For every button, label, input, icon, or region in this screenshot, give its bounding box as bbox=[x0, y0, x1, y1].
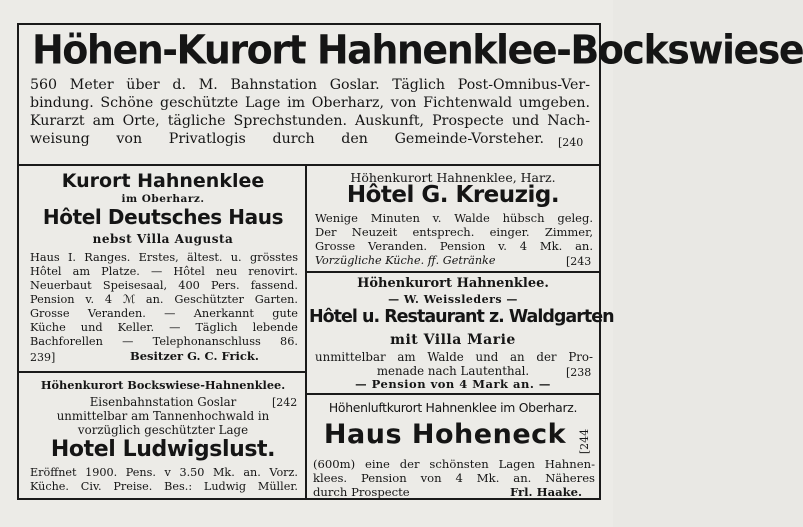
ludwigslust-station: Eisenbahnstation Goslar bbox=[89, 395, 237, 409]
left-divider-1 bbox=[19, 371, 305, 373]
top-ad-line-1: 560 Meter über d. M. Bahnstation Goslar. Täglich Post-Omnibus-Ver- bbox=[30, 77, 590, 93]
deutsches-haus-ref: 239] bbox=[30, 351, 56, 364]
ludwigslust-ref: [242 bbox=[272, 396, 298, 409]
deutsches-haus-body-7: Bachforellen — Telephonanschluss 86. bbox=[30, 335, 298, 348]
deutsches-haus-owner: Besitzer G. C. Frick. bbox=[130, 349, 259, 363]
deutsches-haus-body-4: Pension v. 4 ℳ an. Geschützter Garten. bbox=[30, 293, 298, 306]
ludwigslust-title: Hotel Ludwigslust. bbox=[50, 437, 276, 462]
hoheneck-owner: Frl. Haake. bbox=[510, 485, 583, 499]
deutsches-haus-region: im Oberharz. bbox=[121, 193, 205, 205]
hoheneck-title: Haus Hoheneck bbox=[323, 419, 567, 450]
deutsches-haus-body-1: Haus I. Ranges. Erstes, ältest. u. grösstes bbox=[30, 251, 298, 264]
deutsches-haus-body-2: Hôtel am Platze. — Hôtel neu renovirt. bbox=[30, 265, 298, 278]
hoheneck-body-2: klees. Pension von 4 Mk. an. Näheres bbox=[313, 471, 595, 485]
kreuzig-body-2: Der Neuzeit entsprech. einger. Zimmer, bbox=[315, 225, 593, 239]
kreuzig-body-1: Wenige Minuten v. Walde hübsch geleg. bbox=[315, 211, 593, 225]
kreuzig-place: Höhenkurort Hahnenklee, Harz. bbox=[350, 170, 556, 185]
top-ad-line-3: Kurarzt am Orte, tägliche Sprechstunden. Auskunft, Prospecte und Nach- bbox=[30, 113, 590, 129]
ludwigslust-place: Höhenkurort Bockswiese-Hahnenklee. bbox=[40, 378, 286, 392]
top-ad-line-4: weisung von Privatlogis durch den Gemeinde-Vorsteher. bbox=[30, 131, 544, 147]
deutsches-haus-place: Kurort Hahnenklee bbox=[61, 170, 265, 192]
hoheneck-body-3: durch Prospecte bbox=[313, 485, 410, 499]
ludwigslust-lage: vorzüglich geschützter Lage bbox=[77, 423, 249, 437]
hoheneck-body-1: (600m) eine der schönsten Lagen Hahnen- bbox=[313, 457, 595, 471]
kreuzig-ref: [243 bbox=[566, 255, 592, 268]
deutsches-haus-title: Hôtel Deutsches Haus bbox=[42, 205, 284, 229]
waldgarten-owner: — W. Weissleders — bbox=[388, 293, 518, 306]
column-divider bbox=[305, 166, 307, 498]
ludwigslust-location: unmittelbar am Tannenhochwald in bbox=[56, 409, 270, 423]
top-ad-line-2: bindung. Schöne geschützte Lage im Oberharz, von Fichtenwald umgeben. bbox=[30, 95, 590, 111]
waldgarten-body-1: unmittelbar am Walde und an der Pro- bbox=[315, 350, 593, 364]
deutsches-haus-body-5: Grosse Veranden. — Anerkannt gute bbox=[30, 307, 298, 320]
deutsches-haus-body-6: Küche und Keller. — Täglich lebende bbox=[30, 321, 298, 334]
kreuzig-title: Hôtel G. Kreuzig. bbox=[346, 182, 560, 208]
waldgarten-ref: [238 bbox=[566, 366, 592, 379]
waldgarten-place: Höhenkurort Hahnenklee. bbox=[357, 276, 549, 291]
kreuzig-last: Vorzügliche Küche. ff. Getränke bbox=[315, 254, 496, 267]
waldgarten-villa: mit Villa Marie bbox=[390, 332, 516, 348]
hoheneck-ref: [244 bbox=[578, 428, 592, 455]
hoheneck-place: Höhenluftkurort Hahnenklee im Oberharz. bbox=[328, 400, 578, 415]
right-divider-2 bbox=[307, 393, 599, 395]
kreuzig-body-3: Grosse Veranden. Pension v. 4 Mk. an. bbox=[315, 239, 593, 253]
waldgarten-title: Hôtel u. Restaurant z. Waldgarten bbox=[309, 307, 614, 327]
deutsches-haus-villa: nebst Villa Augusta bbox=[92, 232, 234, 246]
waldgarten-pension: — Pension von 4 Mark an. — bbox=[355, 377, 551, 391]
ludwigslust-body-1: Eröffnet 1900. Pens. v 3.50 Mk. an. Vorz. bbox=[30, 466, 298, 479]
ludwigslust-body-2: Küche. Civ. Preise. Bes.: Ludwig Müller. bbox=[30, 480, 298, 493]
waldgarten-body-2: menade nach Lautenthal. bbox=[376, 364, 530, 378]
right-divider-1 bbox=[307, 271, 599, 273]
deutsches-haus-body-3: Neuerbaut Speisesaal, 400 Pers. fassend. bbox=[30, 279, 298, 292]
top-ad-headline: Höhen-Kurort Hahnenklee-Bockswiese bbox=[32, 26, 803, 74]
top-ad-ref: [240 bbox=[558, 136, 584, 149]
